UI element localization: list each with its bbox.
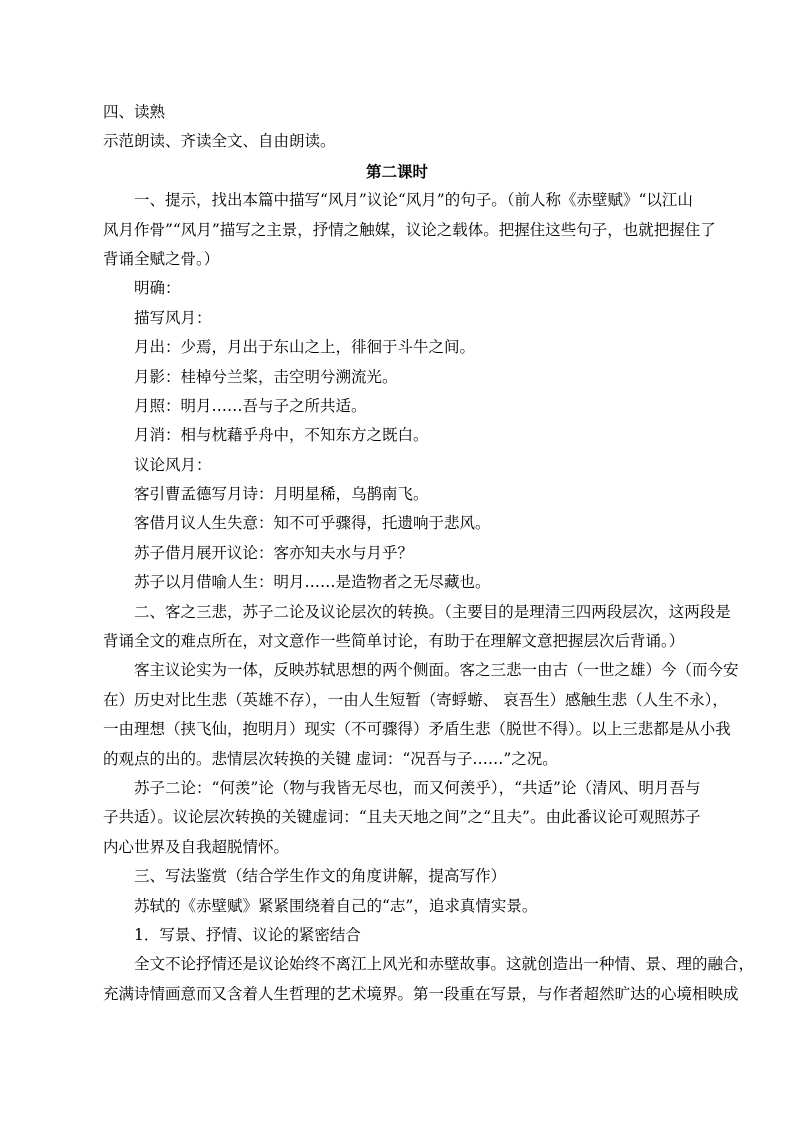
text-line: 月消：相与枕藉乎舟中，不知东方之既白。 — [134, 426, 429, 445]
text-line: 风月作骨”“风月”描写之主景，抒情之触媒，议论之载体。把握住这些句子，也就把握住了 — [103, 220, 716, 239]
text-line: 内心世界及自我超脱情怀。 — [103, 837, 290, 856]
text-line: 苏子借月展开议论：客亦知夫水与月乎？ — [134, 543, 414, 562]
text-line: 子共适）。议论层次转换的关键虚词：“且夫天地之间”之“且夫”。由此番议论可观照苏子 — [103, 808, 701, 827]
text-line: 背诵全文的难点所在，对文意作一些简单讨论，有助于在理解文意把握层次后背诵。） — [103, 632, 685, 651]
text-line: 一由理想（挟飞仙，抱明月）现实（不可骤得）矛盾生悲（脱世不得）。以上三悲都是从小我 — [103, 720, 731, 739]
text-line: 充满诗情画意而又含着人生哲理的艺术境界。第一段重在写景，与作者超然旷达的心境相映成 — [103, 984, 739, 1003]
text-line: 三、写法鉴赏（结合学生作文的角度讲解，提高写作） — [134, 867, 507, 886]
text-line: 明确： — [134, 279, 181, 298]
text-line: 议论风月： — [134, 455, 212, 474]
text-line: 描写风月： — [134, 308, 212, 327]
text-line: 一、提示，找出本篇中描写“风月”议论“风月”的句子。（前人称《赤壁赋》“以江山 — [134, 191, 693, 210]
text-line: 的观点的出的。悲情层次转换的关键 虚词：“况吾与子……”之况。 — [103, 749, 558, 768]
text-line: 在）历史对比生悲（英雄不存），一由人生短暂（寄蜉蝣、 哀吾生）感触生悲（人生不永）， — [103, 690, 728, 709]
text-line: 苏子以月借喻人生：明月……是造物者之无尽藏也。 — [134, 573, 491, 592]
text-line: 客借月议人生失意：知不可乎骤得，托遗响于悲风。 — [134, 514, 491, 533]
text-line: 客引曹孟德写月诗：月明星稀，乌鹊南飞。 — [134, 485, 429, 504]
text-line: 客主议论实为一体，反映苏轼思想的两个侧面。客之三悲一由古（一世之雄）今（而今安 — [134, 661, 739, 680]
text-line: 背诵全赋之骨。） — [103, 249, 220, 268]
text-line: 月出：少焉，月出于东山之上，徘徊于斗牛之间。 — [134, 338, 476, 357]
text-line: 四、读熟 — [103, 103, 166, 121]
text-line: 月影：桂棹兮兰桨，击空明兮溯流光。 — [134, 367, 398, 386]
text-line: 全文不论抒情还是议论始终不离江上风光和赤壁故事。这就创造出一种情、景、理的融合， — [134, 955, 755, 974]
text-line: 1．写景、抒情、议论的紧密结合 — [134, 925, 361, 944]
text-line: 苏子二论：“何羡”论（物与我皆无尽也，而又何羡乎），“共适”论（清风、明月吾与 — [134, 778, 701, 797]
text-line: 示范朗读、齐读全文、自由朗读。 — [103, 132, 336, 151]
text-line: 苏轼的《赤壁赋》紧紧围绕着自己的“志”，追求真情实景。 — [134, 896, 538, 915]
section-title: 第二课时 — [365, 161, 428, 181]
text-line: 二、客之三悲，苏子二论及议论层次的转换。（主要目的是理清三四两段层次，这两段是 — [134, 602, 731, 621]
text-line: 月照：明月……吾与子之所共适。 — [134, 396, 367, 415]
